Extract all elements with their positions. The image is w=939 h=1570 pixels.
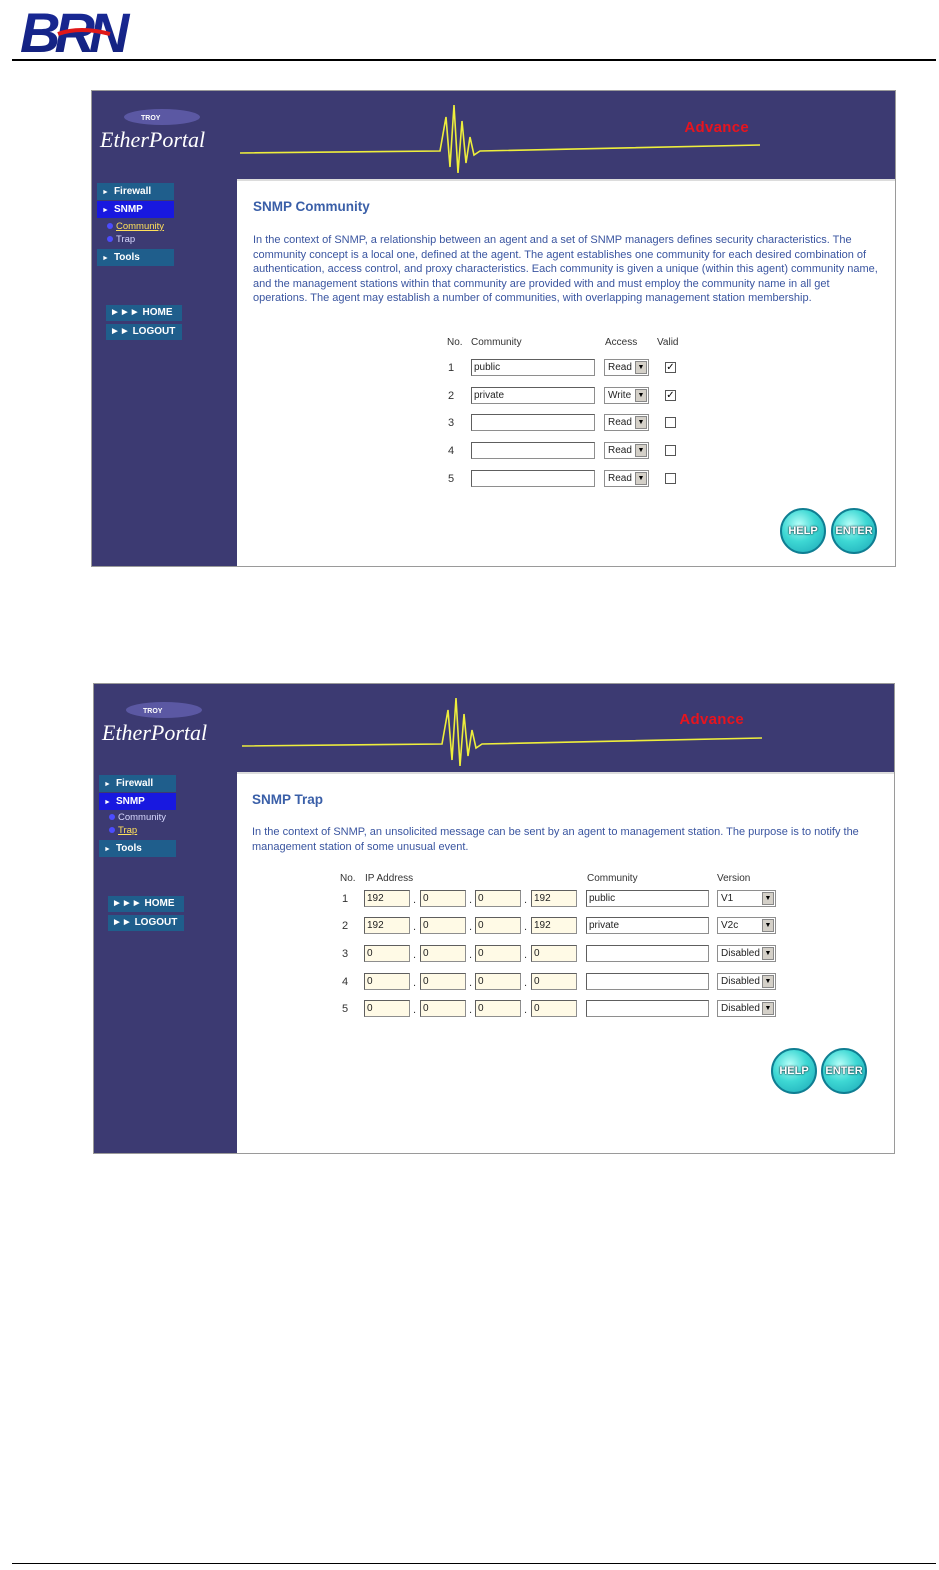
enter-button[interactable]: ENTER (821, 1048, 867, 1094)
dropdown-arrow-icon: ▼ (762, 975, 774, 988)
ip-octet-field[interactable] (475, 973, 521, 990)
row-number: 5 (342, 1003, 349, 1015)
sidebar (92, 179, 237, 566)
arrow-right-icon: ► (104, 799, 111, 806)
ip-octet-field[interactable] (364, 973, 410, 990)
ip-octet-field[interactable] (531, 945, 577, 962)
etherportal-logo (96, 688, 242, 766)
col-valid: Valid (657, 337, 679, 348)
ip-octet-field[interactable] (420, 917, 466, 934)
dropdown-arrow-icon: ▼ (762, 919, 774, 932)
valid-checkbox[interactable] (665, 417, 676, 428)
ip-octet-field[interactable] (531, 890, 577, 907)
sidebar (94, 772, 237, 1153)
col-community: Community (587, 873, 638, 884)
svg-text:TROY: TROY (143, 708, 163, 715)
community-field[interactable] (471, 442, 595, 459)
arrow-right-icon: ► (102, 255, 109, 262)
ip-octet-field[interactable] (531, 973, 577, 990)
community-field[interactable] (471, 470, 595, 487)
community-field[interactable] (471, 414, 595, 431)
community-field[interactable] (586, 1000, 709, 1017)
row-number: 4 (448, 445, 455, 457)
mode-label: Advance (684, 119, 749, 136)
version-select[interactable]: Disabled ▼ (717, 945, 776, 962)
version-select[interactable]: V1 ▼ (717, 890, 776, 907)
valid-checkbox[interactable]: ✓ (666, 390, 675, 401)
dropdown-arrow-icon: ▼ (762, 1002, 774, 1015)
nav-firewall[interactable]: ► Firewall (99, 775, 176, 792)
row-number: 3 (448, 417, 455, 429)
pulse-wave-graphic (240, 97, 760, 177)
home-button[interactable]: ►►► HOME (108, 896, 184, 912)
col-no: No. (447, 337, 463, 348)
ip-dot-separator: . (469, 921, 473, 933)
col-no: No. (340, 873, 356, 884)
ip-octet-field[interactable] (420, 1000, 466, 1017)
ip-octet-field[interactable] (475, 1000, 521, 1017)
bullet-icon (109, 814, 115, 820)
ip-dot-separator: . (469, 894, 473, 906)
pulse-wave-graphic (242, 690, 762, 770)
dropdown-arrow-icon: ▼ (762, 947, 774, 960)
ip-dot-separator: . (413, 894, 417, 906)
ip-dot-separator: . (524, 921, 528, 933)
svg-text:EtherPortal: EtherPortal (100, 127, 206, 152)
subnav-trap[interactable]: Trap (107, 234, 135, 246)
ip-dot-separator: . (413, 1004, 417, 1016)
row-number: 2 (342, 920, 349, 932)
help-button[interactable]: HELP (780, 508, 826, 554)
ip-dot-separator: . (413, 977, 417, 989)
ip-octet-field[interactable] (364, 1000, 410, 1017)
row-number: 2 (448, 390, 455, 402)
access-select[interactable]: Read ▼ (604, 414, 649, 431)
ip-dot-separator: . (524, 1004, 528, 1016)
nav-snmp[interactable]: ► SNMP (97, 201, 174, 218)
access-select[interactable]: Write ▼ (604, 387, 649, 404)
ip-dot-separator: . (413, 949, 417, 961)
col-access: Access (605, 337, 638, 348)
help-button[interactable]: HELP (771, 1048, 817, 1094)
bullet-icon (107, 223, 113, 229)
valid-checkbox[interactable] (665, 473, 676, 484)
subnav-trap[interactable]: Trap (109, 825, 137, 837)
ip-octet-field[interactable] (364, 917, 410, 934)
arrow-right-icon: ► (104, 781, 111, 788)
double-arrow-icon: ►► (112, 917, 135, 928)
ip-dot-separator: . (469, 949, 473, 961)
valid-checkbox[interactable]: ✓ (666, 362, 675, 373)
version-select[interactable]: Disabled ▼ (717, 973, 776, 990)
nav-tools[interactable]: ► Tools (99, 840, 176, 857)
arrow-right-icon: ► (104, 846, 111, 853)
content-panel (237, 772, 894, 1153)
logout-button[interactable]: ►► LOGOUT (108, 915, 184, 931)
row-number: 3 (342, 948, 349, 960)
page-title: SNMP Community (253, 199, 370, 214)
page-title: SNMP Trap (252, 792, 324, 807)
subnav-community[interactable]: Community (107, 221, 164, 233)
svg-text:EtherPortal: EtherPortal (102, 720, 208, 745)
community-field[interactable] (586, 945, 709, 962)
community-field[interactable] (586, 890, 709, 907)
ip-octet-field[interactable] (475, 890, 521, 907)
ip-octet-field[interactable] (475, 945, 521, 962)
ip-octet-field[interactable] (420, 890, 466, 907)
ip-octet-field[interactable] (420, 945, 466, 962)
ip-octet-field[interactable] (420, 973, 466, 990)
dropdown-arrow-icon: ▼ (635, 389, 647, 402)
banner (92, 91, 895, 179)
valid-checkbox[interactable] (665, 445, 676, 456)
svg-text:BRN: BRN (20, 4, 124, 58)
logout-button[interactable]: ►► LOGOUT (106, 324, 182, 340)
home-button[interactable]: ►►► HOME (106, 305, 182, 321)
nav-snmp[interactable]: ► SNMP (99, 793, 176, 810)
description: In the context of SNMP, a relationship between an agent and a set of SNMP managers defines security characteristics. The community concept is a local one, defined at the agent. The agent establishes one community for each desired combination of authentication, access control, and proxy characteristics. Each community is given a unique (within this agent) community name, and the management stations within that community are provided with and must employ the community name in all get operations. The agent may establish a number of communities, with overlapping management station membership. (253, 234, 878, 304)
row-number: 5 (448, 473, 455, 485)
col-ip-address: IP Address (365, 873, 414, 884)
triple-arrow-icon: ►►► (110, 307, 143, 318)
nav-firewall[interactable]: ► Firewall (97, 183, 174, 200)
banner (94, 684, 894, 772)
dropdown-arrow-icon: ▼ (762, 892, 774, 905)
enter-button[interactable]: ENTER (831, 508, 877, 554)
triple-arrow-icon: ►►► (112, 898, 145, 909)
version-select[interactable]: V2c ▼ (717, 917, 776, 934)
ip-octet-field[interactable] (475, 917, 521, 934)
description: In the context of SNMP, an unsolicited message can be sent by an agent to management station. The purpose is to notify the management station of some unusual event. (252, 826, 859, 853)
ip-octet-field[interactable] (531, 917, 577, 934)
row-number: 1 (448, 362, 455, 374)
subnav-community[interactable]: Community (109, 812, 166, 824)
dropdown-arrow-icon: ▼ (635, 361, 647, 374)
bullet-icon (107, 236, 113, 242)
version-select[interactable]: Disabled ▼ (717, 1000, 776, 1017)
brn-logo (18, 4, 178, 58)
ip-dot-separator: . (524, 977, 528, 989)
header-rule (12, 59, 936, 61)
arrow-right-icon: ► (102, 189, 109, 196)
dropdown-arrow-icon: ▼ (635, 472, 647, 485)
community-field[interactable] (471, 387, 595, 404)
ip-dot-separator: . (469, 977, 473, 989)
ip-octet-field[interactable] (364, 890, 410, 907)
snmp-trap-screenshot (93, 683, 895, 1154)
community-field[interactable] (471, 359, 595, 376)
content-panel (237, 179, 895, 566)
bullet-icon (109, 827, 115, 833)
snmp-community-screenshot (91, 90, 896, 567)
access-select[interactable]: Read ▼ (604, 359, 649, 376)
ip-dot-separator: . (413, 921, 417, 933)
mode-label: Advance (679, 711, 744, 728)
col-version: Version (717, 873, 751, 884)
access-select[interactable]: Read ▼ (604, 442, 649, 459)
community-field[interactable] (586, 917, 709, 934)
ip-octet-field[interactable] (364, 945, 410, 962)
ip-dot-separator: . (524, 894, 528, 906)
etherportal-logo (94, 95, 240, 173)
nav-tools[interactable]: ► Tools (97, 249, 174, 266)
footer-rule (12, 1563, 936, 1564)
access-select[interactable]: Read ▼ (604, 470, 649, 487)
dropdown-arrow-icon: ▼ (635, 444, 647, 457)
row-number: 1 (342, 893, 349, 905)
dropdown-arrow-icon: ▼ (635, 416, 647, 429)
row-number: 4 (342, 976, 349, 988)
col-community: Community (471, 337, 522, 348)
community-field[interactable] (586, 973, 709, 990)
ip-octet-field[interactable] (531, 1000, 577, 1017)
ip-dot-separator: . (524, 949, 528, 961)
ip-dot-separator: . (469, 1004, 473, 1016)
arrow-right-icon: ► (102, 207, 109, 214)
svg-text:TROY: TROY (141, 115, 161, 122)
double-arrow-icon: ►► (110, 326, 133, 337)
